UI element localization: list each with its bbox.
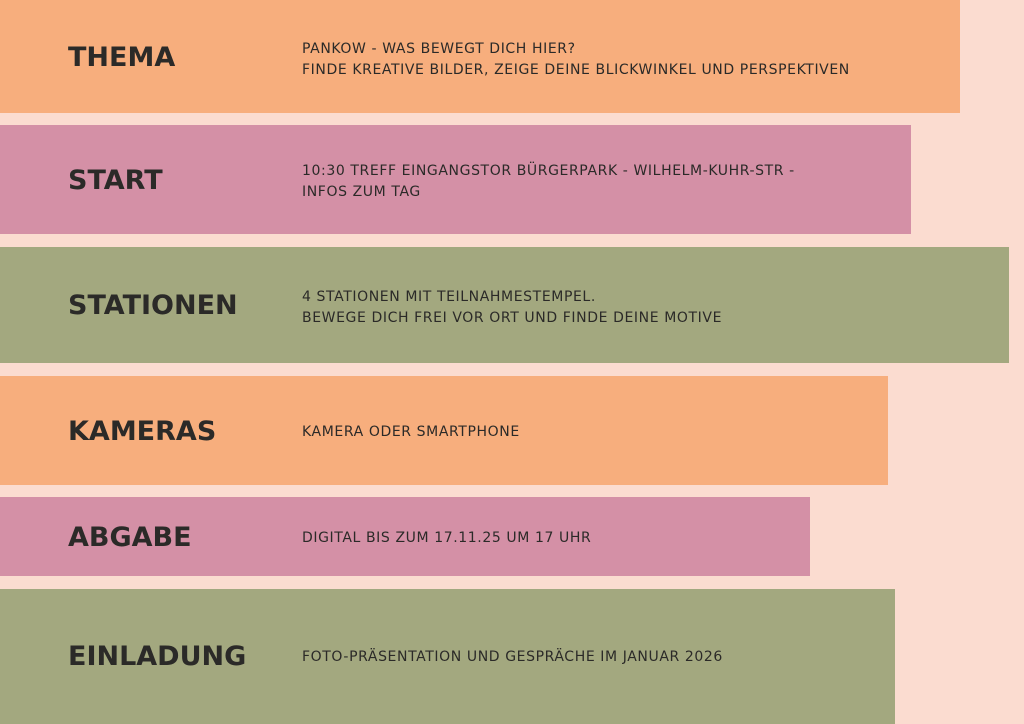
row-label: EINLADUNG [68, 641, 247, 672]
row-description-line: FOTO-PRÄSENTATION UND GESPRÄCHE IM JANUAR 2026 [302, 649, 723, 665]
row-description [302, 161, 795, 203]
row-start [0, 125, 911, 234]
row-stationen [0, 247, 1009, 363]
row-description [302, 287, 722, 329]
row-description [302, 647, 723, 668]
row-label: THEMA [68, 42, 176, 73]
row-einladung [0, 589, 895, 724]
row-label: STATIONEN [68, 290, 238, 321]
row-description-line: 4 STATIONEN MIT TEILNAHMESTEMPEL. [302, 289, 596, 305]
row-description-line: DIGITAL BIS ZUM 17.11.25 UM 17 UHR [302, 530, 592, 546]
row-thema [0, 0, 960, 113]
row-description-line: KAMERA ODER SMARTPHONE [302, 424, 520, 440]
row-label: START [68, 165, 163, 196]
row-description-line: 10:30 TREFF EINGANGSTOR BÜRGERPARK - WILHELM-KUHR-STR - [302, 163, 795, 179]
row-kameras [0, 376, 888, 485]
row-label: KAMERAS [68, 416, 217, 447]
row-description [302, 422, 520, 443]
row-description-line: FINDE KREATIVE BILDER, ZEIGE DEINE BLICKWINKEL UND PERSPEKTIVEN [302, 62, 850, 78]
row-description-line: INFOS ZUM TAG [302, 184, 421, 200]
row-description [302, 528, 591, 549]
row-description [302, 39, 850, 81]
row-description-line: PANKOW - WAS BEWEGT DICH HIER? [302, 41, 576, 57]
row-abgabe [0, 497, 810, 576]
row-description-line: BEWEGE DICH FREI VOR ORT UND FINDE DEINE MOTIVE [302, 310, 723, 326]
row-label: ABGABE [68, 522, 192, 553]
